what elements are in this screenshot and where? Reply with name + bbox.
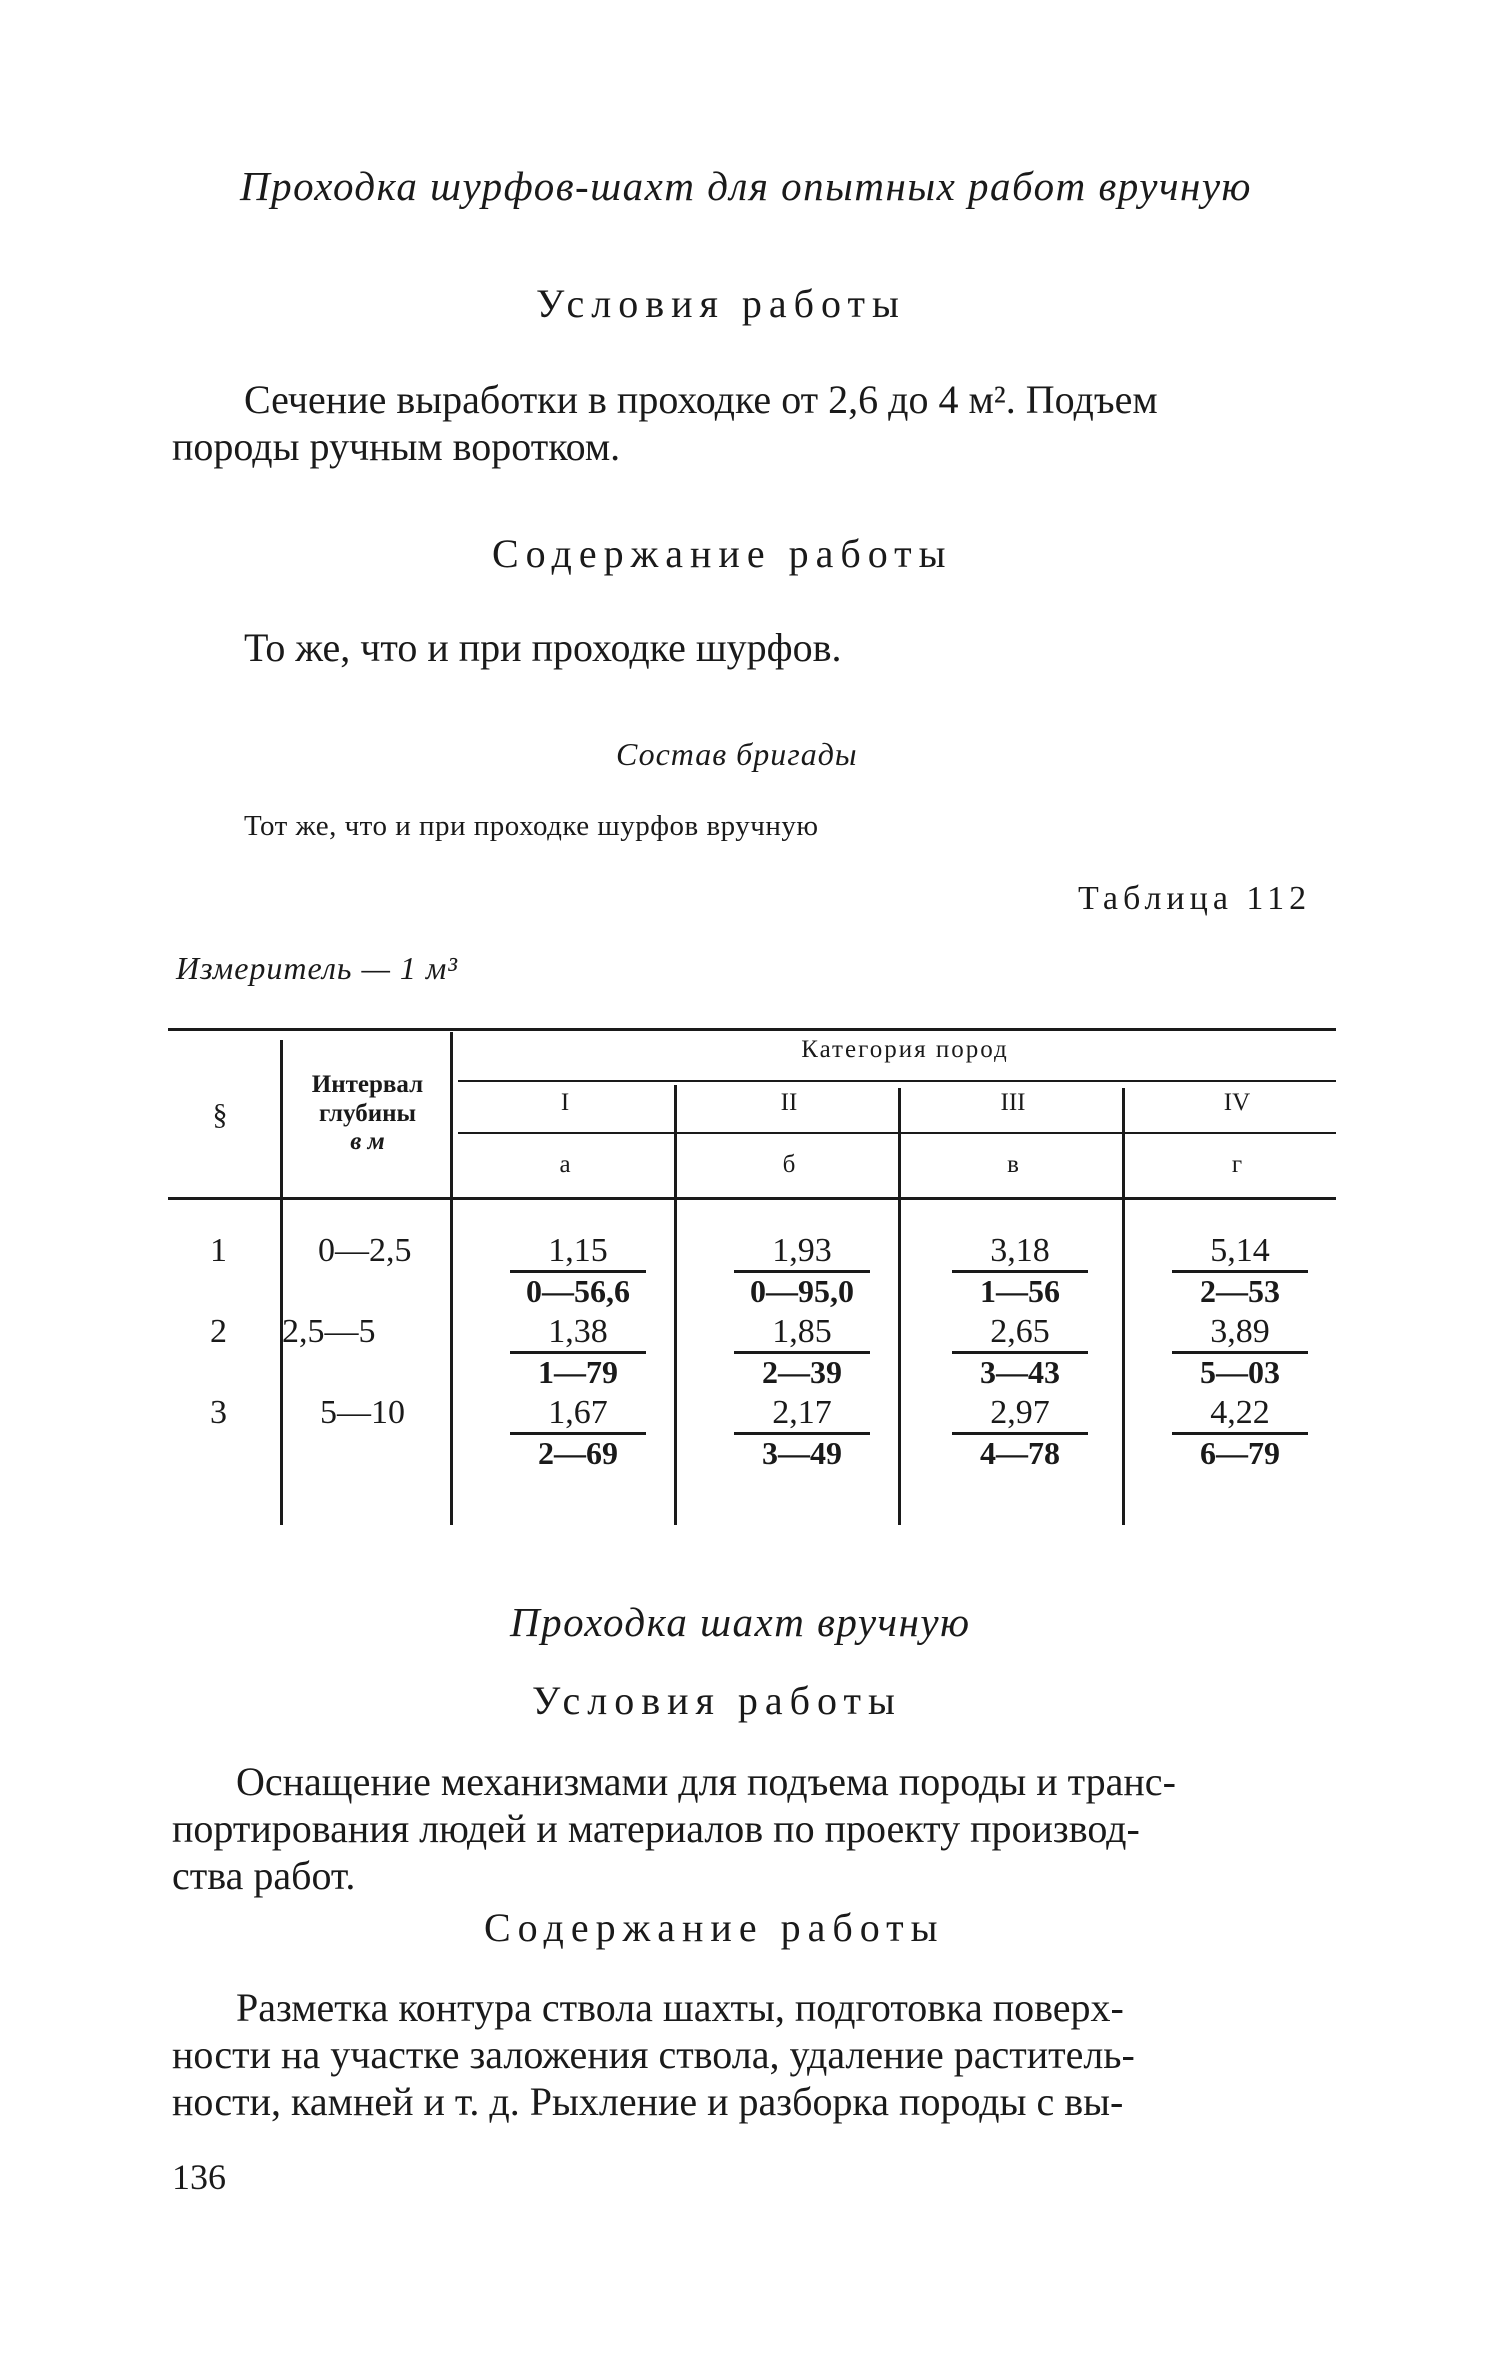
row-interval: 2,5—5 (282, 1313, 376, 1350)
header-category-iv: IV (1223, 1089, 1251, 1116)
header-bottom-rule (168, 1197, 1336, 1200)
header-section-symbol: § (212, 1098, 228, 1131)
header-interval-line-2: глубины (318, 1100, 417, 1127)
value-cell: 1,85 2—39 (712, 1313, 892, 1391)
value-cell: 2,97 4—78 (930, 1394, 1110, 1472)
value-cell: 2,17 3—49 (712, 1394, 892, 1472)
section2-content-line-3: ности, камней и т. д. Рыхление и разборка породы с вы- (172, 2079, 1124, 2124)
table-label: Таблица 112 (1078, 880, 1312, 917)
measure-unit: Измеритель — 1 м³ (176, 950, 458, 986)
section2-conditions-line-1: Оснащение механизмами для подъема породы и транс- (236, 1759, 1176, 1804)
section2-content-line-2: ности на участке заложения ствола, удаление раститель- (172, 2032, 1135, 2077)
header-interval-line-3: в м (350, 1128, 385, 1155)
section2-conditions-heading: Условия работы (532, 1678, 902, 1723)
value-cell: 4,22 6—79 (1150, 1394, 1330, 1472)
table-vrule-1 (280, 1040, 283, 1525)
header-category: Категория пород (801, 1036, 1009, 1063)
header-letter-b: б (782, 1151, 796, 1178)
value-cell: 1,15 0—56,6 (488, 1232, 668, 1310)
table-vrule-5 (1122, 1088, 1125, 1525)
table-vrule-3 (674, 1085, 677, 1525)
row-number: 2 (210, 1313, 227, 1350)
value-cell: 2,65 3—43 (930, 1313, 1110, 1391)
roman-rule (458, 1132, 1336, 1134)
brigade-heading: Состав бригады (616, 736, 858, 772)
category-rule (458, 1080, 1336, 1082)
section1-content-heading: Содержание работы (492, 531, 953, 576)
value-cell: 1,93 0—95,0 (712, 1232, 892, 1310)
section1-title: Проходка шурфов-шахт для опытных работ вручную (240, 163, 1252, 209)
section1-conditions-line-2: породы ручным воротком. (172, 424, 621, 469)
header-category-iii: III (1000, 1089, 1026, 1116)
header-letter-a: а (559, 1151, 571, 1178)
value-cell: 5,14 2—53 (1150, 1232, 1330, 1310)
row-interval: 0—2,5 (318, 1232, 412, 1269)
table-vrule-2 (450, 1032, 453, 1525)
value-cell: 3,18 1—56 (930, 1232, 1110, 1310)
section1-content-text: То же, что и при проходке шурфов. (244, 625, 842, 670)
section2-conditions-line-3: ства работ. (172, 1853, 356, 1898)
brigade-text: Тот же, что и при проходке шурфов вручную (244, 810, 819, 842)
section2-title: Проходка шахт вручную (510, 1599, 971, 1645)
table-vrule-4 (898, 1088, 901, 1525)
value-cell: 1,38 1—79 (488, 1313, 668, 1391)
row-number: 3 (210, 1394, 227, 1431)
row-number: 1 (210, 1232, 227, 1269)
value-cell: 1,67 2—69 (488, 1394, 668, 1472)
header-letter-g: г (1231, 1151, 1243, 1178)
row-interval: 5—10 (320, 1394, 405, 1431)
section1-conditions-line-1: Сечение выработки в проходке от 2,6 до 4 м². Подъем (244, 377, 1158, 422)
header-interval-line-1: Интервал (311, 1071, 424, 1098)
section2-content-heading: Содержание работы (484, 1905, 945, 1950)
header-letter-v: в (1007, 1151, 1019, 1178)
section1-conditions-heading: Условия работы (536, 281, 906, 326)
section2-content-line-1: Разметка контура ствола шахты, подготовка поверх- (236, 1985, 1124, 2030)
page-number: 136 (172, 2157, 226, 2197)
header-category-ii: II (780, 1089, 798, 1116)
value-cell: 3,89 5—03 (1150, 1313, 1330, 1391)
table-top-rule (168, 1028, 1336, 1031)
header-category-i: I (560, 1089, 570, 1116)
section2-conditions-line-2: портирования людей и материалов по проекту производ- (172, 1806, 1140, 1851)
